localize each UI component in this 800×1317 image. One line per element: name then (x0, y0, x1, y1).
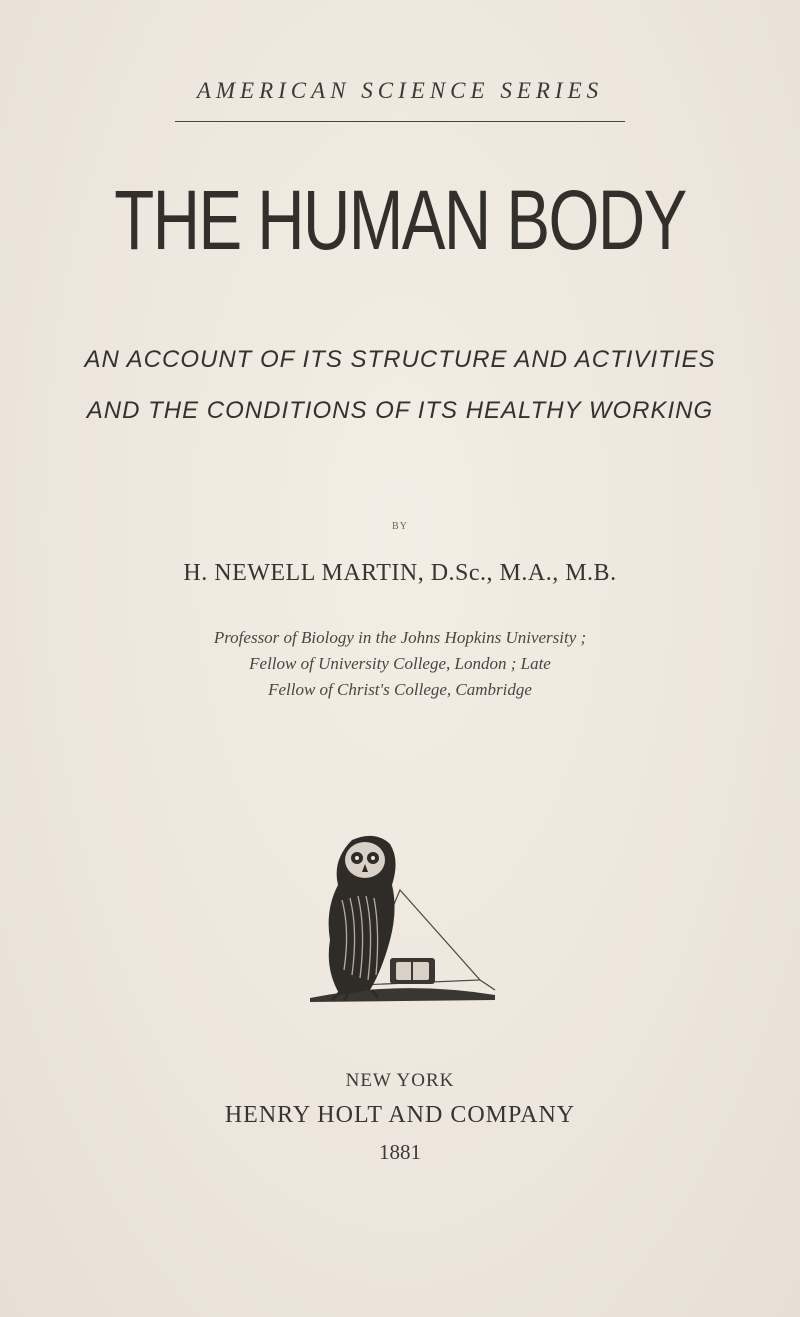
series-heading: AMERICAN SCIENCE SERIES (196, 78, 604, 103)
publisher-name: HENRY HOLT AND COMPANY (224, 1102, 576, 1128)
author-affiliation-2: Fellow of University College, London ; Late (249, 654, 551, 673)
author-name: H. NEWELL MARTIN, D.Sc., M.A., M.B. (183, 560, 617, 586)
publisher-city: NEW YORK (345, 1070, 455, 1091)
author-affiliation-3: Fellow of Christ's College, Cambridge (268, 680, 532, 699)
by-label: BY (392, 521, 408, 532)
owl-printer-mark-icon (280, 830, 520, 1005)
publication-year: 1881 (379, 1140, 421, 1164)
book-title: THE HUMAN BODY (114, 173, 686, 267)
author-affiliation-1: Professor of Biology in the Johns Hopkins University ; (213, 628, 587, 647)
subtitle-line-1: AN ACCOUNT OF ITS STRUCTURE AND ACTIVITIES (84, 346, 716, 373)
header-rule (175, 121, 625, 122)
subtitle-line-2: AND THE CONDITIONS OF ITS HEALTHY WORKING (86, 397, 714, 424)
